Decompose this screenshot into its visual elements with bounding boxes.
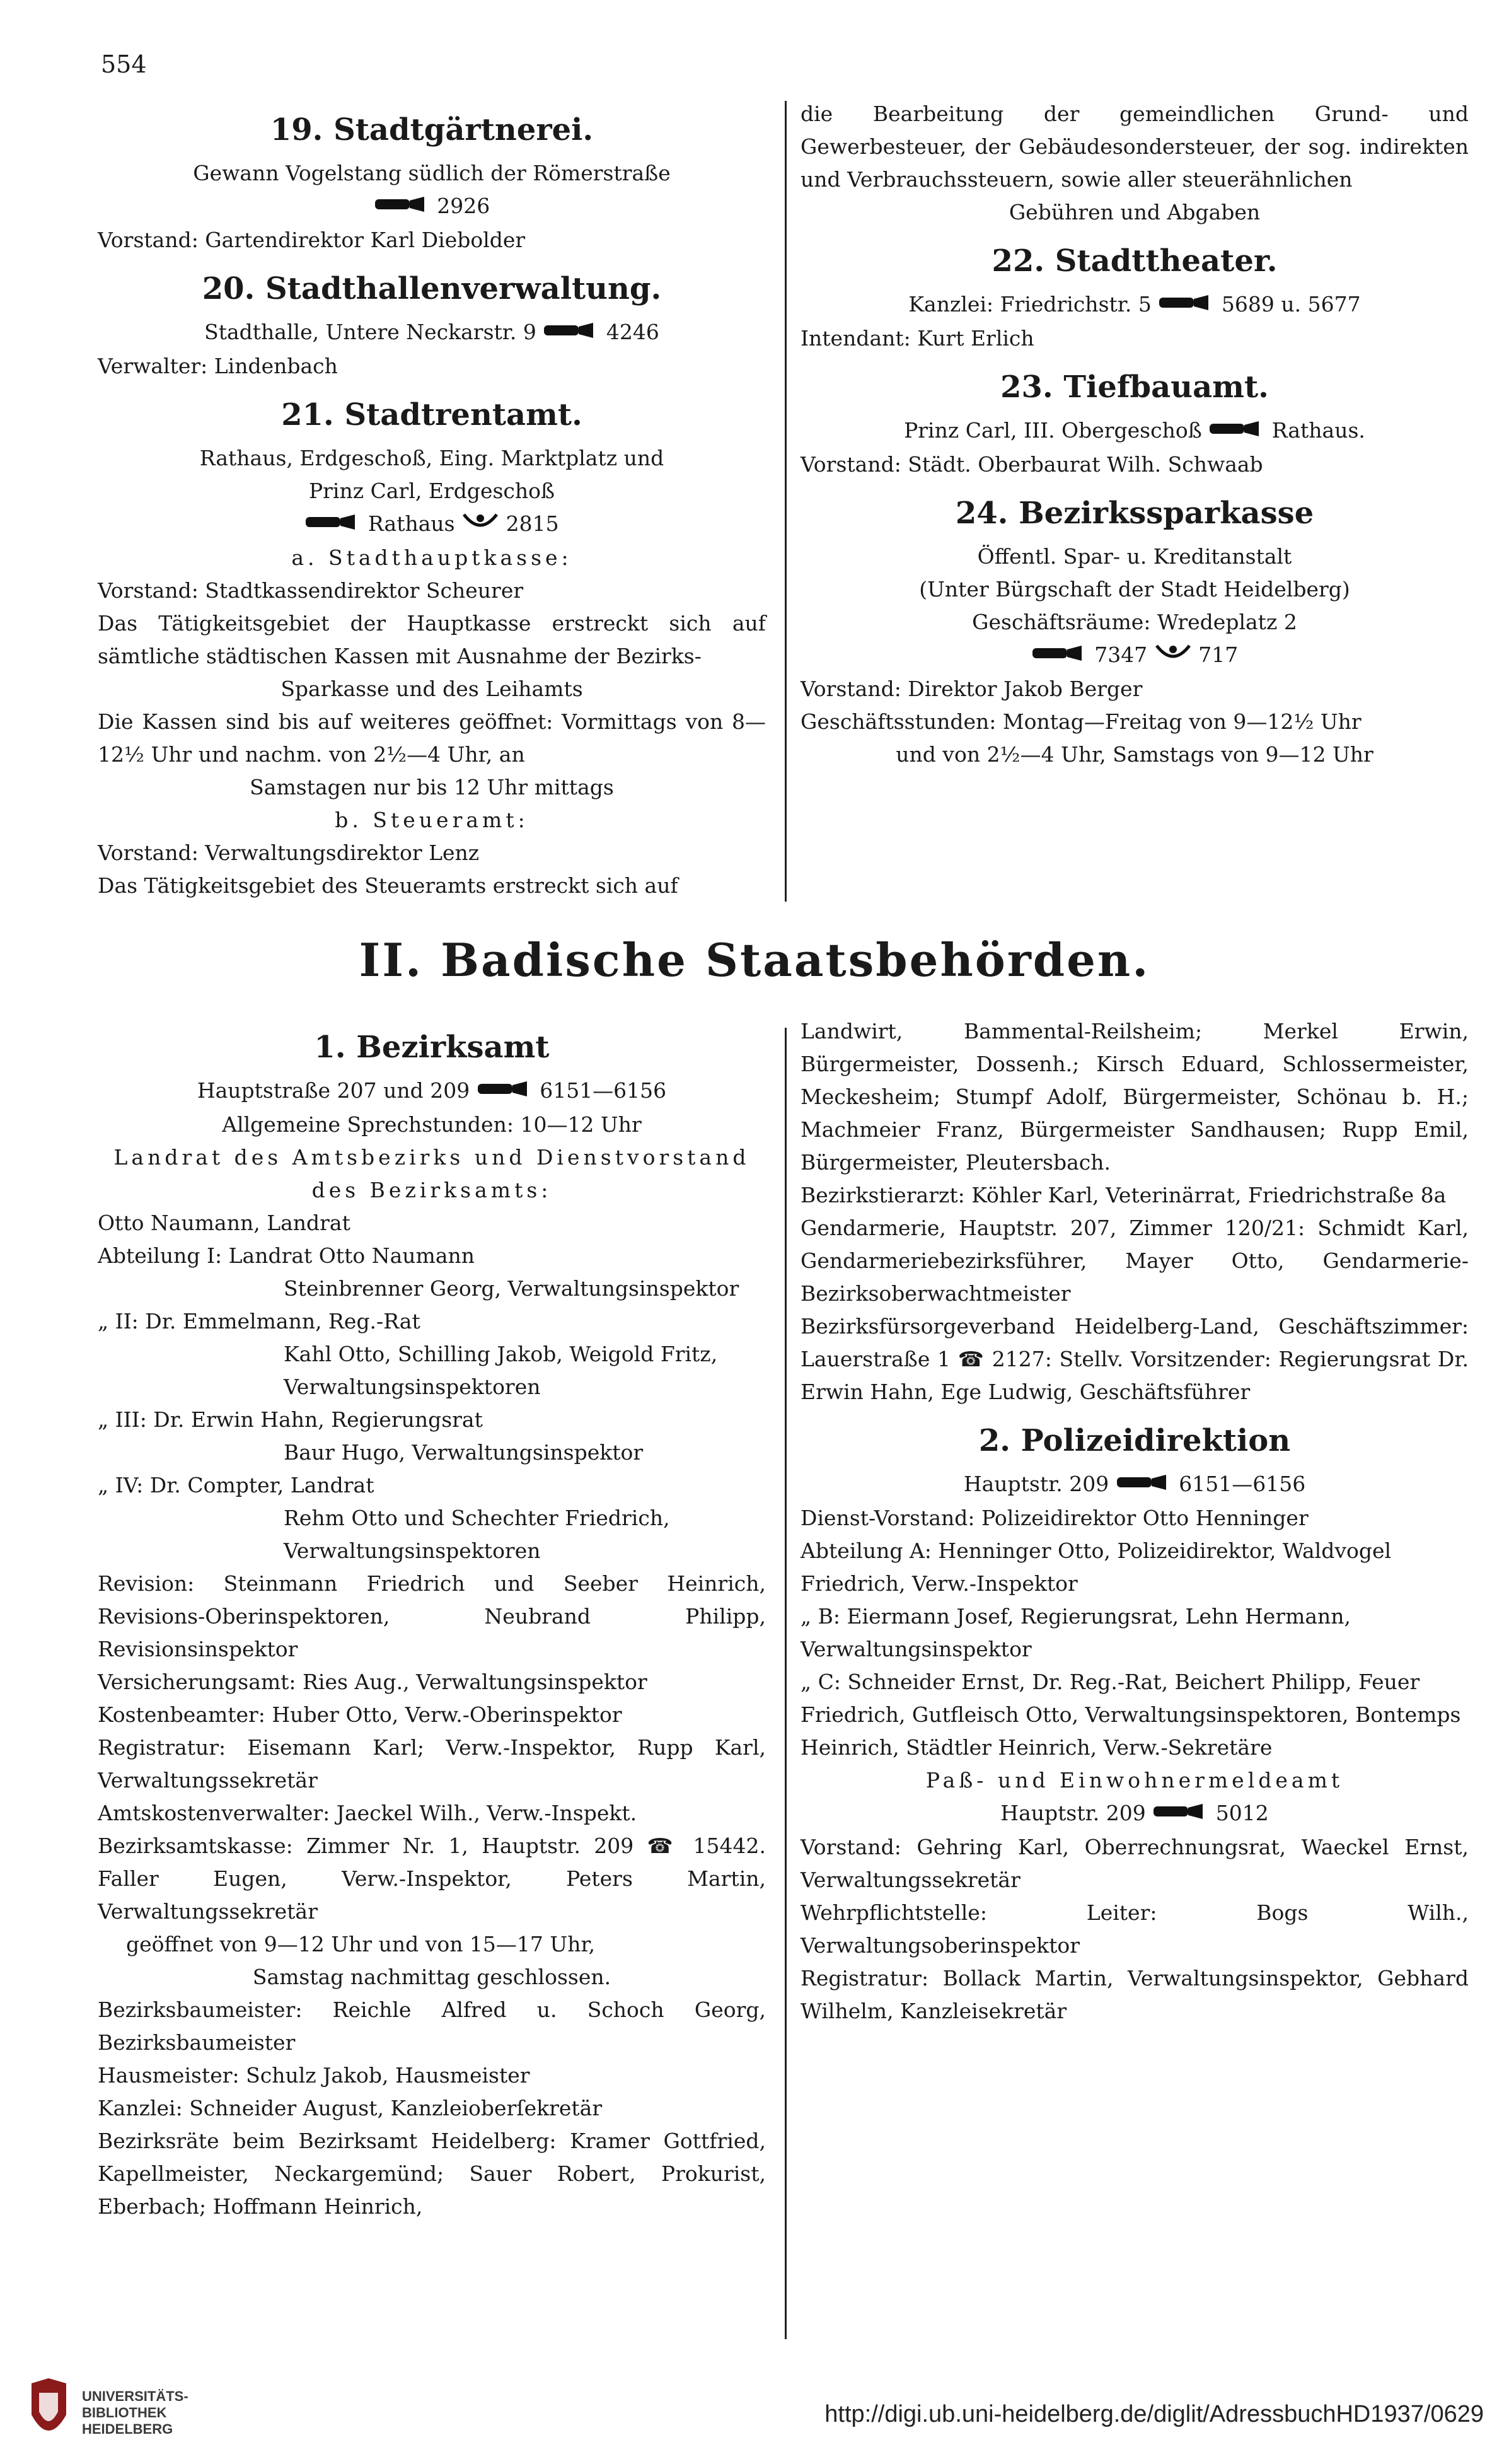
upper-left-column <box>98 98 766 902</box>
phone-number: 7347 <box>1094 642 1148 667</box>
location-text: Rathaus <box>367 511 455 536</box>
phone-number: Rathaus. <box>1271 418 1365 443</box>
text-line: „ C: Schneider Ernst, Dr. Reg.-Rat, Beichert Philipp, Feuer Friedrich, Gutfleisch Otto, Verwaltungsinspektoren, Bontemps Heinrich, Städtler Heinrich, Verw.-Sekretäre <box>801 1670 1461 1760</box>
text-paragraph: Gendarmerie, Hauptstr. 207, Zimmer 120/21: Schmidt Karl, Gendarmeriebezirksführer, Mayer Otto, Gendarmerie-Bezirksoberwachtmeister <box>801 1216 1469 1306</box>
address-text: Prinz Carl, III. Obergeschoß <box>904 418 1202 443</box>
centered-line: Gebühren und Abgaben <box>1009 200 1261 224</box>
text-line: Versicherungsamt: Ries Aug., Verwaltungsinspektor <box>98 1670 647 1694</box>
text-paragraph: Bezirksräte beim Bezirksamt Heidelberg: Kramer Gottfried, Kapellmeister, Neckargemünd; Sauer Robert, Prokurist, Eberbach; Hoffmann Heinrich, <box>98 2129 766 2219</box>
lower-right-column <box>801 1015 1469 2028</box>
phone-number: 5689 u. 5677 <box>1221 292 1361 317</box>
phone-number: 2815 <box>506 511 559 536</box>
text-paragraph: Bezirksamtskasse: Zimmer Nr. 1, Hauptstr. 209 ☎ 15442. Faller Eugen, Verw.-Inspektor, Peters Martin, Verwaltungssekretär <box>98 1833 766 1924</box>
address-text: Hauptstr. 209 <box>963 1472 1109 1496</box>
text-paragraph: die Bearbeitung der gemeindlichen Grund- und Gewerbesteuer, der Gebäudesondersteuer, der sog. indirekten und Verbrauchssteuern, sowie aller steuerähnlichen <box>801 102 1469 192</box>
telephone-horn-icon <box>461 509 499 542</box>
address-phone-line <box>801 1468 1469 1502</box>
address-text: Hauptstr. 209 <box>1000 1801 1146 1825</box>
subheading: a. Stadthauptkasse: <box>291 545 572 570</box>
text-line: Geschäftsstunden: Montag—Freitag von 9—12½ Uhr <box>801 709 1362 734</box>
address-text: Stadthalle, Untere Neckarstr. 9 <box>204 320 536 344</box>
source-url[interactable]: http://digi.ub.uni-heidelberg.de/diglit/AdressbuchHD1937/0629 <box>824 2401 1484 2427</box>
address-phone-line <box>801 288 1469 322</box>
text-paragraph: Bezirkstierarzt: Köhler Karl, Veterinärrat, Friedrichstraße 8a <box>801 1183 1447 1207</box>
phone-handset-icon <box>1208 416 1265 448</box>
phone-number: 2926 <box>437 194 490 218</box>
text-line: Vorstand: Direktor Jakob Berger <box>801 677 1143 701</box>
phone-line <box>98 508 766 542</box>
section-heading: 2. Polizeidirektion <box>978 1423 1291 1458</box>
text-line: „ III: Dr. Erwin Hahn, Regierungsrat <box>98 1407 483 1432</box>
address-phone-line <box>801 414 1469 448</box>
library-name <box>82 2388 188 2438</box>
phone-handset-icon <box>477 1076 533 1108</box>
text-line: „ B: Eiermann Josef, Regierungsrat, Lehn Hermann, Verwaltungsinspektor <box>801 1604 1351 1661</box>
centered-line: Samstagen nur bis 12 Uhr mittags <box>250 775 614 799</box>
text-line: „ II: Dr. Emmelmann, Reg.-Rat <box>98 1309 420 1334</box>
indented-line: Steinbrenner Georg, Verwaltungsinspektor <box>284 1276 739 1301</box>
phone-handset-icon <box>543 317 599 350</box>
phone-handset-icon <box>1158 289 1215 322</box>
section-heading: 19. Stadtgärtnerei. <box>270 112 594 148</box>
subheading: b. Steueramt: <box>335 808 529 832</box>
phone-handset-icon <box>1152 1798 1209 1831</box>
text-line: Amtskostenverwalter: Jaeckel Wilh., Verw.-Inspekt. <box>98 1801 637 1825</box>
centered-line: Rathaus, Erdgeschoß, Eing. Marktplatz und <box>199 446 664 470</box>
phone-handset-icon <box>1031 640 1088 673</box>
centered-line: Öffentl. Spar- u. Kreditanstalt <box>977 544 1292 569</box>
text-paragraph: Vorstand: Gehring Karl, Oberrechnungsrat, Waeckel Ernst, Verwaltungssekretär <box>801 1835 1469 1892</box>
centered-line: Prinz Carl, Erdgeschoß <box>308 479 555 503</box>
library-name-line2: BIBLIOTHEK <box>82 2405 167 2420</box>
subheading: Landrat des Amtsbezirks und Dienstvorstand des Bezirksamts: <box>113 1145 750 1202</box>
phone-line <box>98 190 766 224</box>
upper-right-column <box>801 98 1469 771</box>
phone-number: 6151—6156 <box>540 1078 667 1103</box>
phone-handset-icon <box>304 509 361 542</box>
phone-number: 717 <box>1198 642 1239 667</box>
text-line: Abteilung A: Henninger Otto, Polizeidirektor, Waldvogel Friedrich, Verw.-Inspektor <box>801 1538 1392 1596</box>
text-line: Abteilung I: Landrat Otto Naumann <box>98 1243 475 1268</box>
text-paragraph: Bezirksfürsorgeverband Heidelberg-Land, Geschäftszimmer: Lauerstraße 1 ☎ 2127: Stellv. Vorsitzender: Regierungsrat Dr. Erwin Hahn, Ege Ludwig, Geschäftsführer <box>801 1314 1469 1404</box>
footer <box>0 2364 1509 2464</box>
telephone-horn-icon <box>1154 640 1192 673</box>
section-title: II. Badische Staatsbehörden. <box>359 933 1150 987</box>
phone-handset-icon <box>374 191 431 224</box>
subheading: Paß- und Einwohnermeldeamt <box>925 1768 1344 1793</box>
indented-line: Baur Hugo, Verwaltungsinspektor <box>284 1440 644 1465</box>
section-heading: 22. Stadttheater. <box>992 243 1278 279</box>
page-number: 554 <box>101 50 147 78</box>
university-library-logo <box>25 2377 72 2453</box>
section-heading: 21. Stadtrentamt. <box>281 397 582 433</box>
address-phone-line <box>98 1074 766 1108</box>
text-paragraph: Bezirksbaumeister: Reichle Alfred u. Schoch Georg, Bezirksbaumeister <box>98 1997 766 2055</box>
centered-line: Geschäftsräume: Wredeplatz 2 <box>972 610 1297 634</box>
text-line: Hausmeister: Schulz Jakob, Hausmeister <box>98 2063 530 2088</box>
text-line: Verwalter: Lindenbach <box>98 354 338 378</box>
centered-line: (Unter Bürgschaft der Stadt Heidelberg) <box>919 577 1350 601</box>
section-heading: 24. Bezirkssparkasse <box>955 496 1314 531</box>
section-heading: 1. Bezirksamt <box>314 1030 550 1065</box>
text-line: Vorstand: Verwaltungsdirektor Lenz <box>98 840 480 865</box>
centered-line: Sparkasse und des Leihamts <box>280 677 583 701</box>
text-line: Vorstand: Stadtkassendirektor Scheurer <box>98 578 524 603</box>
text-line: Kanzlei: Schneider August, Kanzleioberſekretär <box>98 2096 603 2120</box>
phone-number: 5012 <box>1215 1801 1269 1825</box>
centered-line: und von 2½—4 Uhr, Samstags von 9—12 Uhr <box>896 742 1373 767</box>
phone-handset-icon <box>1116 1469 1172 1502</box>
library-name-line1: UNIVERSITÄTS- <box>82 2388 188 2404</box>
indented-line: geöffnet von 9—12 Uhr und von 15—17 Uhr, <box>126 1932 596 1956</box>
address-text: Kanzlei: Friedrichstr. 5 <box>908 292 1152 317</box>
address-text: Hauptstraße 207 und 209 <box>197 1078 470 1103</box>
text-line: Vorstand: Städt. Oberbaurat Wilh. Schwaab <box>801 452 1263 477</box>
phone-line <box>801 639 1469 673</box>
text-line: Dienst-Vorstand: Polizeidirektor Otto Henninger <box>801 1506 1309 1530</box>
text-paragraph: Landwirt, Bammental-Reilsheim; Merkel Erwin, Bürgermeister, Dossenh.; Kirsch Eduard, Schlossermeister, Meckesheim; Stumpf Adolf, Bürgermeister, Schönau b. H.; Machmeier Franz, Bürgermeister Sandhausen; Rupp Emil, Bürgermeister, Pleutersbach. <box>801 1019 1469 1175</box>
section-heading: 23. Tiefbauamt. <box>1000 369 1269 405</box>
centered-line: Allgemeine Sprechstunden: 10—12 Uhr <box>222 1112 642 1137</box>
address-phone-line <box>98 316 766 350</box>
text-paragraph: Wehrpflichtstelle: Leiter: Bogs Wilh., Verwaltungsoberinspektor <box>801 1900 1469 1958</box>
library-name-line3: HEIDELBERG <box>82 2421 173 2437</box>
indented-line: Kahl Otto, Schilling Jakob, Weigold Fritz, Verwaltungsinspektoren <box>284 1342 718 1399</box>
text-line: Otto Naumann, Landrat <box>98 1211 350 1235</box>
text-line: Intendant: Kurt Erlich <box>801 326 1034 351</box>
section-heading: 20. Stadthallenverwaltung. <box>202 271 662 306</box>
text-line: Das Tätigkeitsgebiet des Steueramts erstreckt sich auf <box>98 873 678 898</box>
centered-line: Samstag nachmittag geschlossen. <box>252 1965 611 1989</box>
centered-line: Gewann Vogelstang südlich der Römerstraße <box>193 161 671 185</box>
address-phone-line <box>801 1797 1469 1831</box>
text-paragraph: Revision: Steinmann Friedrich und Seeber Heinrich, Revisions-Oberinspektoren, Neubrand Philipp, Revisionsinspektor <box>98 1571 766 1661</box>
lower-left-column <box>98 1015 766 2223</box>
text-line: Vorstand: Gartendirektor Karl Diebolder <box>98 228 526 252</box>
text-line: Kostenbeamter: Huber Otto, Verw.-Oberinspektor <box>98 1702 622 1727</box>
text-paragraph: Registratur: Eisemann Karl; Verw.-Inspektor, Rupp Karl, Verwaltungssekretär <box>98 1735 766 1793</box>
indented-line: Rehm Otto und Schechter Friedrich, Verwaltungsinspektoren <box>284 1506 670 1563</box>
text-line: „ IV: Dr. Compter, Landrat <box>98 1473 374 1497</box>
phone-number: 6151—6156 <box>1179 1472 1306 1496</box>
lower-column-divider <box>785 1028 787 2339</box>
text-paragraph: Die Kassen sind bis auf weiteres geöffnet: Vormittags von 8—12½ Uhr und nachm. von 2½—4 Uhr, an <box>98 709 766 767</box>
text-paragraph: Registratur: Bollack Martin, Verwaltungsinspektor, Gebhard Wilhelm, Kanzleisekretär <box>801 1966 1469 2023</box>
text-paragraph: Das Tätigkeitsgebiet der Hauptkasse erstreckt sich auf sämtliche städtischen Kassen mit Ausnahme der Bezirks- <box>98 611 766 668</box>
phone-number: 4246 <box>606 320 659 344</box>
upper-column-divider <box>785 101 787 902</box>
